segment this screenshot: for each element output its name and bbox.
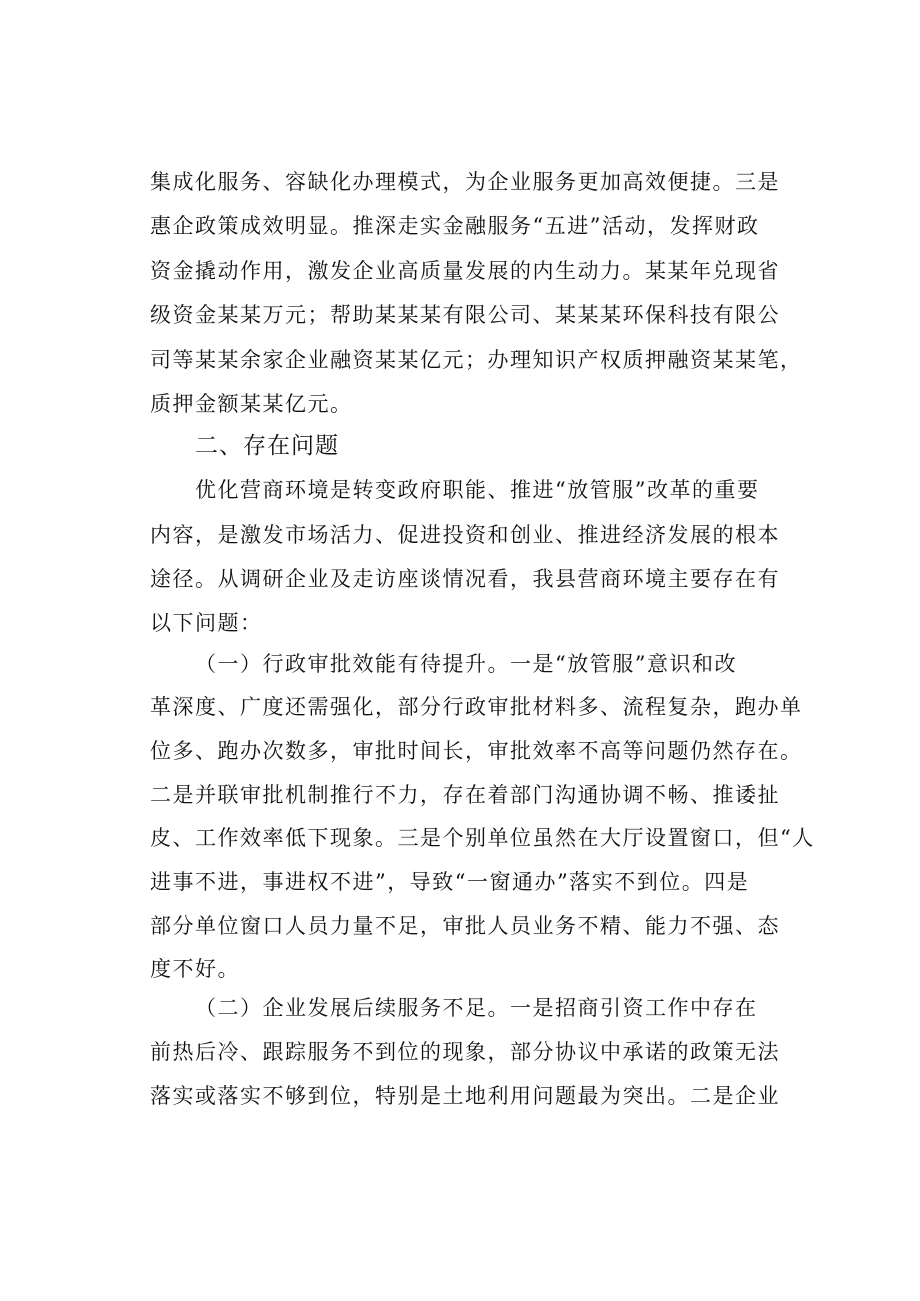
text-line: 优化营商环境是转变政府职能、推进“放管服”改革的重要 bbox=[195, 478, 760, 502]
text-line: 位多、跑办次数多，审批时间长，审批效率不高等问题仍然存在。 bbox=[150, 739, 803, 763]
text-line: （一）行政审批效能有待提升。一是“放管服”意识和改 bbox=[195, 652, 737, 676]
section-heading: 二、存在问题 bbox=[195, 433, 339, 459]
text-line: 前热后冷、跟踪服务不到位的现象，部分协议中承诺的政策无法 bbox=[150, 1040, 780, 1064]
text-line: 二是并联审批机制推行不力，存在着部门沟通协调不畅、推诿扯 bbox=[150, 783, 780, 807]
text-line: 进事不进，事进权不进”，导致“一窗通办”落实不到位。四是 bbox=[150, 870, 750, 894]
text-line: 皮、工作效率低下现象。三是个别单位虽然在大厅设置窗口，但“人 bbox=[150, 826, 815, 850]
text-line: 以下问题： bbox=[150, 611, 263, 635]
text-line: 内容，是激发市场活力、促进投资和创业、推进经济发展的根本 bbox=[150, 523, 780, 547]
text-line: 惠企政策成效明显。推深走实金融服务“五进”活动，发挥财政 bbox=[150, 214, 760, 238]
text-line: 级资金某某万元；帮助某某某有限公司、某某某环保科技有限公 bbox=[150, 303, 780, 327]
text-line: 度不好。 bbox=[150, 957, 240, 981]
text-line: （二）企业发展后续服务不足。一是招商引资工作中存在 bbox=[195, 996, 758, 1020]
text-line: 部分单位窗口人员力量不足，审批人员业务不精、能力不强、态 bbox=[150, 914, 780, 938]
text-line: 落实或落实不够到位，特别是土地利用问题最为突出。二是企业 bbox=[150, 1084, 780, 1108]
text-line: 资金撬动作用，激发企业高质量发展的内生动力。某某年兑现省 bbox=[150, 259, 780, 283]
text-line: 司等某某余家企业融资某某亿元；办理知识产权质押融资某某笔， bbox=[150, 348, 803, 372]
text-line: 革深度、广度还需强化，部分行政审批材料多、流程复杂，跑办单 bbox=[150, 695, 803, 719]
text-line: 质押金额某某亿元。 bbox=[150, 392, 353, 416]
text-line: 途径。从调研企业及走访座谈情况看，我县营商环境主要存在有 bbox=[150, 567, 780, 591]
text-line: 集成化服务、容缺化办理模式，为企业服务更加高效便捷。三是 bbox=[150, 170, 780, 194]
